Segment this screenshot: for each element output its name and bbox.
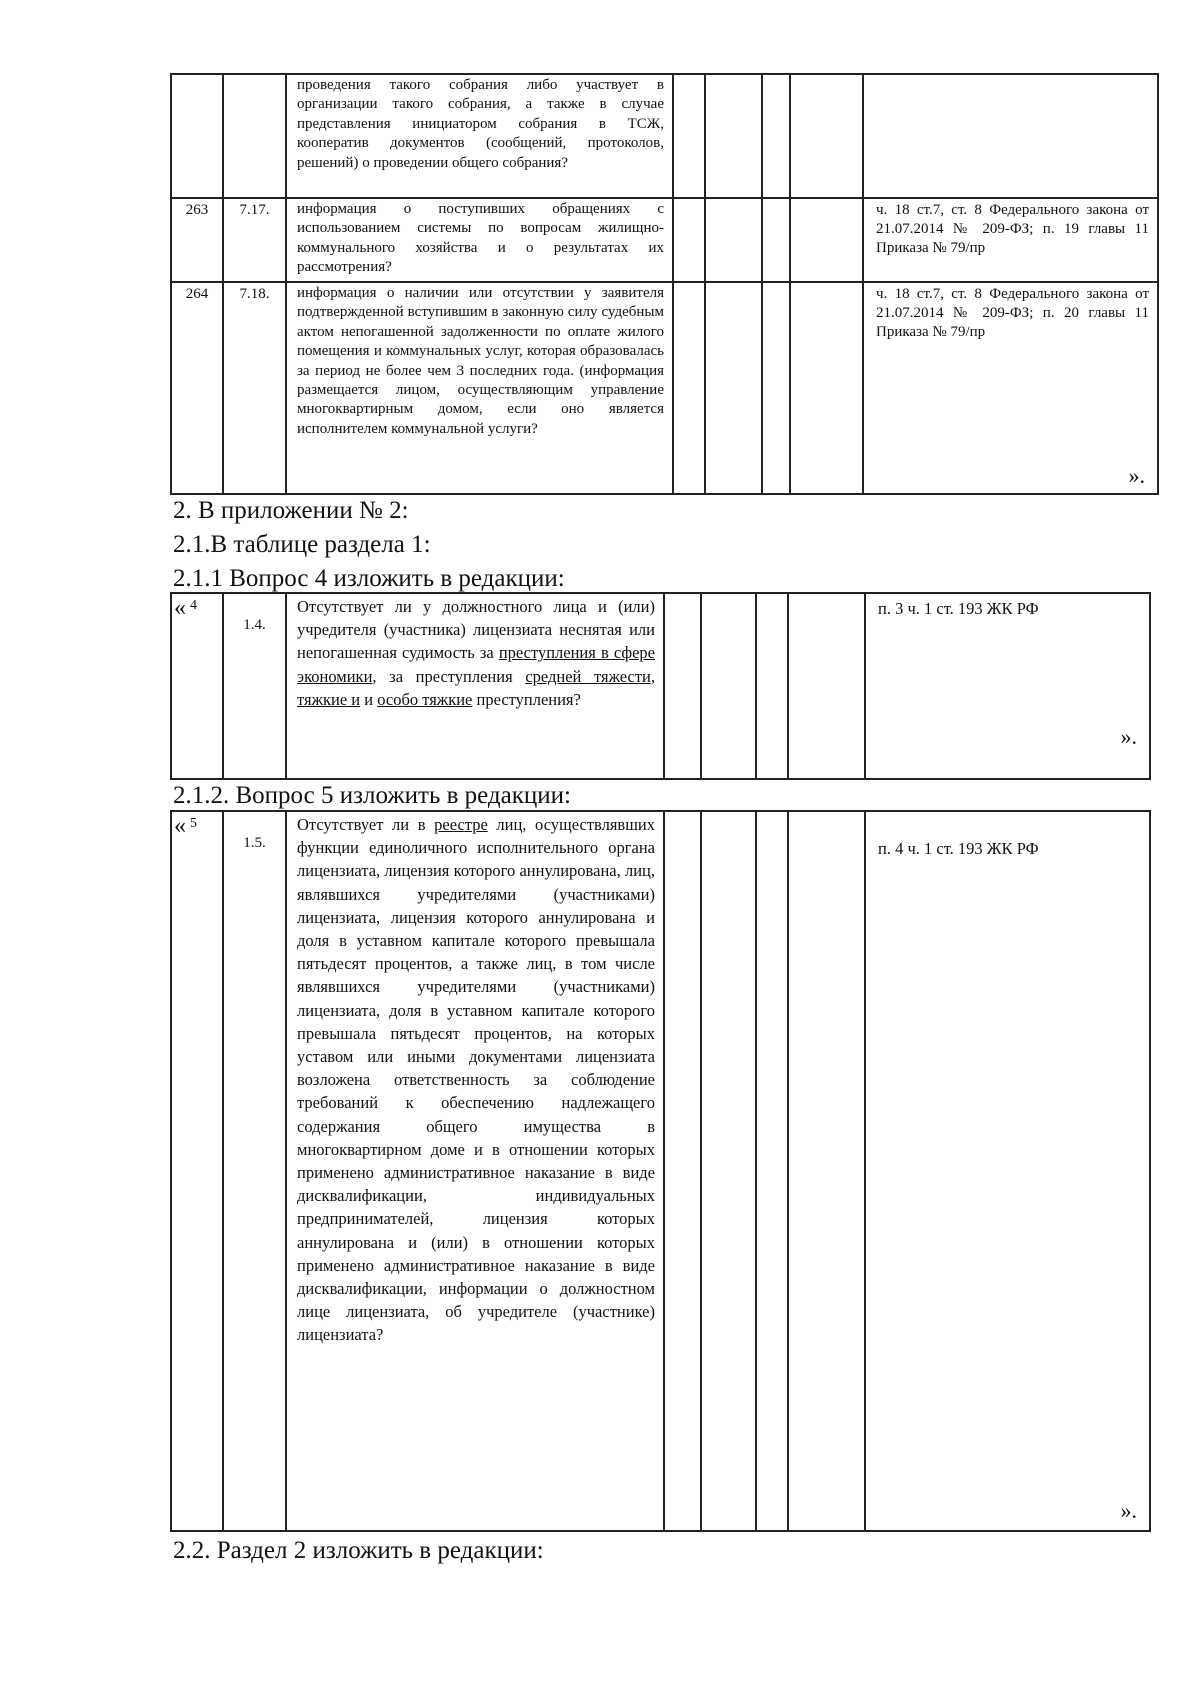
answer-cell: [664, 811, 701, 1531]
heading-question-4: 2.1.1 Вопрос 4 изложить в редакции:: [173, 565, 565, 592]
row-question: [286, 811, 664, 1531]
answer-cell: [673, 282, 705, 494]
answer-cell: [762, 282, 790, 494]
answer-cell: [756, 593, 788, 779]
opening-quote: «: [174, 595, 186, 621]
question-underlined: средней тяжести, тяжкие и: [297, 666, 655, 709]
row-question: информация о наличии или отсутствии у заявителя подтвержденной вступившим в законную силу судебным актом непогашенной задолженности по оплате жилого помещения и коммунальных услуг, которая образовалась за период не более чем 3 последних года. (информация размещается лицом, осуществляющим управление многоквартирным домом, если оно является исполнителем коммунальной услуги?: [286, 282, 673, 494]
question-text: и: [360, 689, 378, 709]
answer-cell: [790, 198, 863, 282]
answer-cell: [762, 198, 790, 282]
answer-cell: [701, 811, 756, 1531]
table-row: [171, 593, 1150, 779]
row-reference: ч. 18 ст.7, ст. 8 Федерального закона от 21.07.2014 № 209-ФЗ; п. 19 главы 11 Приказа № 79/пр: [863, 198, 1158, 282]
table-row: [171, 198, 1158, 282]
row-reference: [865, 811, 1150, 1531]
closing-quote: ».: [1128, 463, 1145, 488]
answer-cell: [664, 593, 701, 779]
answer-cell: [790, 282, 863, 494]
row-code: 7.17.: [223, 198, 286, 282]
row-reference: [863, 74, 1158, 198]
row-code: 1.4.: [223, 593, 286, 779]
question-underlined: реестре: [434, 815, 488, 834]
answer-cell: [788, 811, 865, 1531]
row-number-text: 4: [190, 598, 197, 613]
row-question: проведения такого собрания либо участвует в организации такого собрания, а также в случае представления инициатором собрания в ТСЖ, кооператив документов (сообщений, протоколов, решений) о проведении общего собрания?: [286, 74, 673, 198]
row-number: [171, 593, 223, 779]
answer-cell: [673, 198, 705, 282]
closing-quote: ».: [1120, 724, 1137, 749]
question-text: лиц, осуществлявших функции единоличного исполнительного органа лицензиата, лицензия которого аннулирована, лиц, являвшихся учредителями (участниками) лицензиата, лицензия которого аннулирована и доля в уставном капитале которого превышала пятьдесят процентов, а также лиц, в том числе являвшихся учредителями (участниками) лицензиата, доля в уставном капитале которого превышала пятьдесят процентов, на которых уставом или иными документами лицензиата возложена ответственность за соблюдение требований к обеспечению надлежащего содержания общего имущества в многоквартирном доме и в отношении которых применено административное наказание в виде дисквалификации, индивидуальных предпринимателей, лицензия которых аннулирована и (или) в отношении которых применено административное наказание в виде дисквалификации, информации о должностном лице лицензиата, об учредителе (участнике) лицензиата?: [297, 815, 656, 1345]
question-text: , за преступления: [372, 666, 526, 686]
reference-text: п. 3 ч. 1 ст. 193 ЖК РФ: [878, 599, 1039, 618]
answer-cell: [701, 593, 756, 779]
answer-cell: [673, 74, 705, 198]
row-question: [286, 593, 664, 779]
table-row: [171, 74, 1158, 198]
row-reference: [865, 593, 1150, 779]
question-text: Отсутствует ли в: [297, 815, 435, 834]
question-underlined: преступления в сфере экономики: [297, 643, 655, 686]
heading-section-1-table: 2.1.В таблице раздела 1:: [173, 531, 431, 558]
heading-appendix-2: 2. В приложении № 2:: [173, 497, 409, 524]
heading-question-5: 2.1.2. Вопрос 5 изложить в редакции:: [173, 782, 571, 809]
question-5-table: [170, 810, 1151, 1532]
row-number: 264: [171, 282, 223, 494]
row-number-text: 5: [190, 816, 197, 831]
reference-text: ч. 18 ст.7, ст. 8 Федерального закона от 21.07.2014 № 209-ФЗ; п. 20 главы 11 Приказа № 79/пр: [876, 286, 1149, 340]
row-reference: [863, 282, 1158, 494]
closing-quote: ».: [1120, 1498, 1137, 1523]
checklist-table-section-7: [170, 73, 1159, 495]
question-4-table: [170, 592, 1151, 780]
opening-quote: «: [174, 813, 186, 839]
answer-cell: [788, 593, 865, 779]
answer-cell: [762, 74, 790, 198]
question-text: преступления?: [472, 689, 581, 709]
answer-cell: [705, 198, 762, 282]
row-number: 263: [171, 198, 223, 282]
heading-section-2: 2.2. Раздел 2 изложить в редакции:: [173, 1537, 544, 1564]
table-row: [171, 282, 1158, 494]
row-code: 1.5.: [223, 811, 286, 1531]
answer-cell: [790, 74, 863, 198]
row-number: [171, 74, 223, 198]
row-number: [171, 811, 223, 1531]
table-row: [171, 811, 1150, 1531]
row-code: [223, 74, 286, 198]
answer-cell: [705, 74, 762, 198]
reference-text: п. 4 ч. 1 ст. 193 ЖК РФ: [878, 839, 1039, 858]
answer-cell: [756, 811, 788, 1531]
answer-cell: [705, 282, 762, 494]
question-text: Отсутствует ли у должностного лица и (или) учредителя (участника) лицензиата неснятая или непогашенная судимость за: [297, 597, 655, 663]
row-code: 7.18.: [223, 282, 286, 494]
question-underlined: особо тяжкие: [377, 689, 473, 709]
row-question: информация о поступивших обращениях с использованием системы по вопросам жилищно-коммунального хозяйства и о результатах их рассмотрения?: [286, 198, 673, 282]
